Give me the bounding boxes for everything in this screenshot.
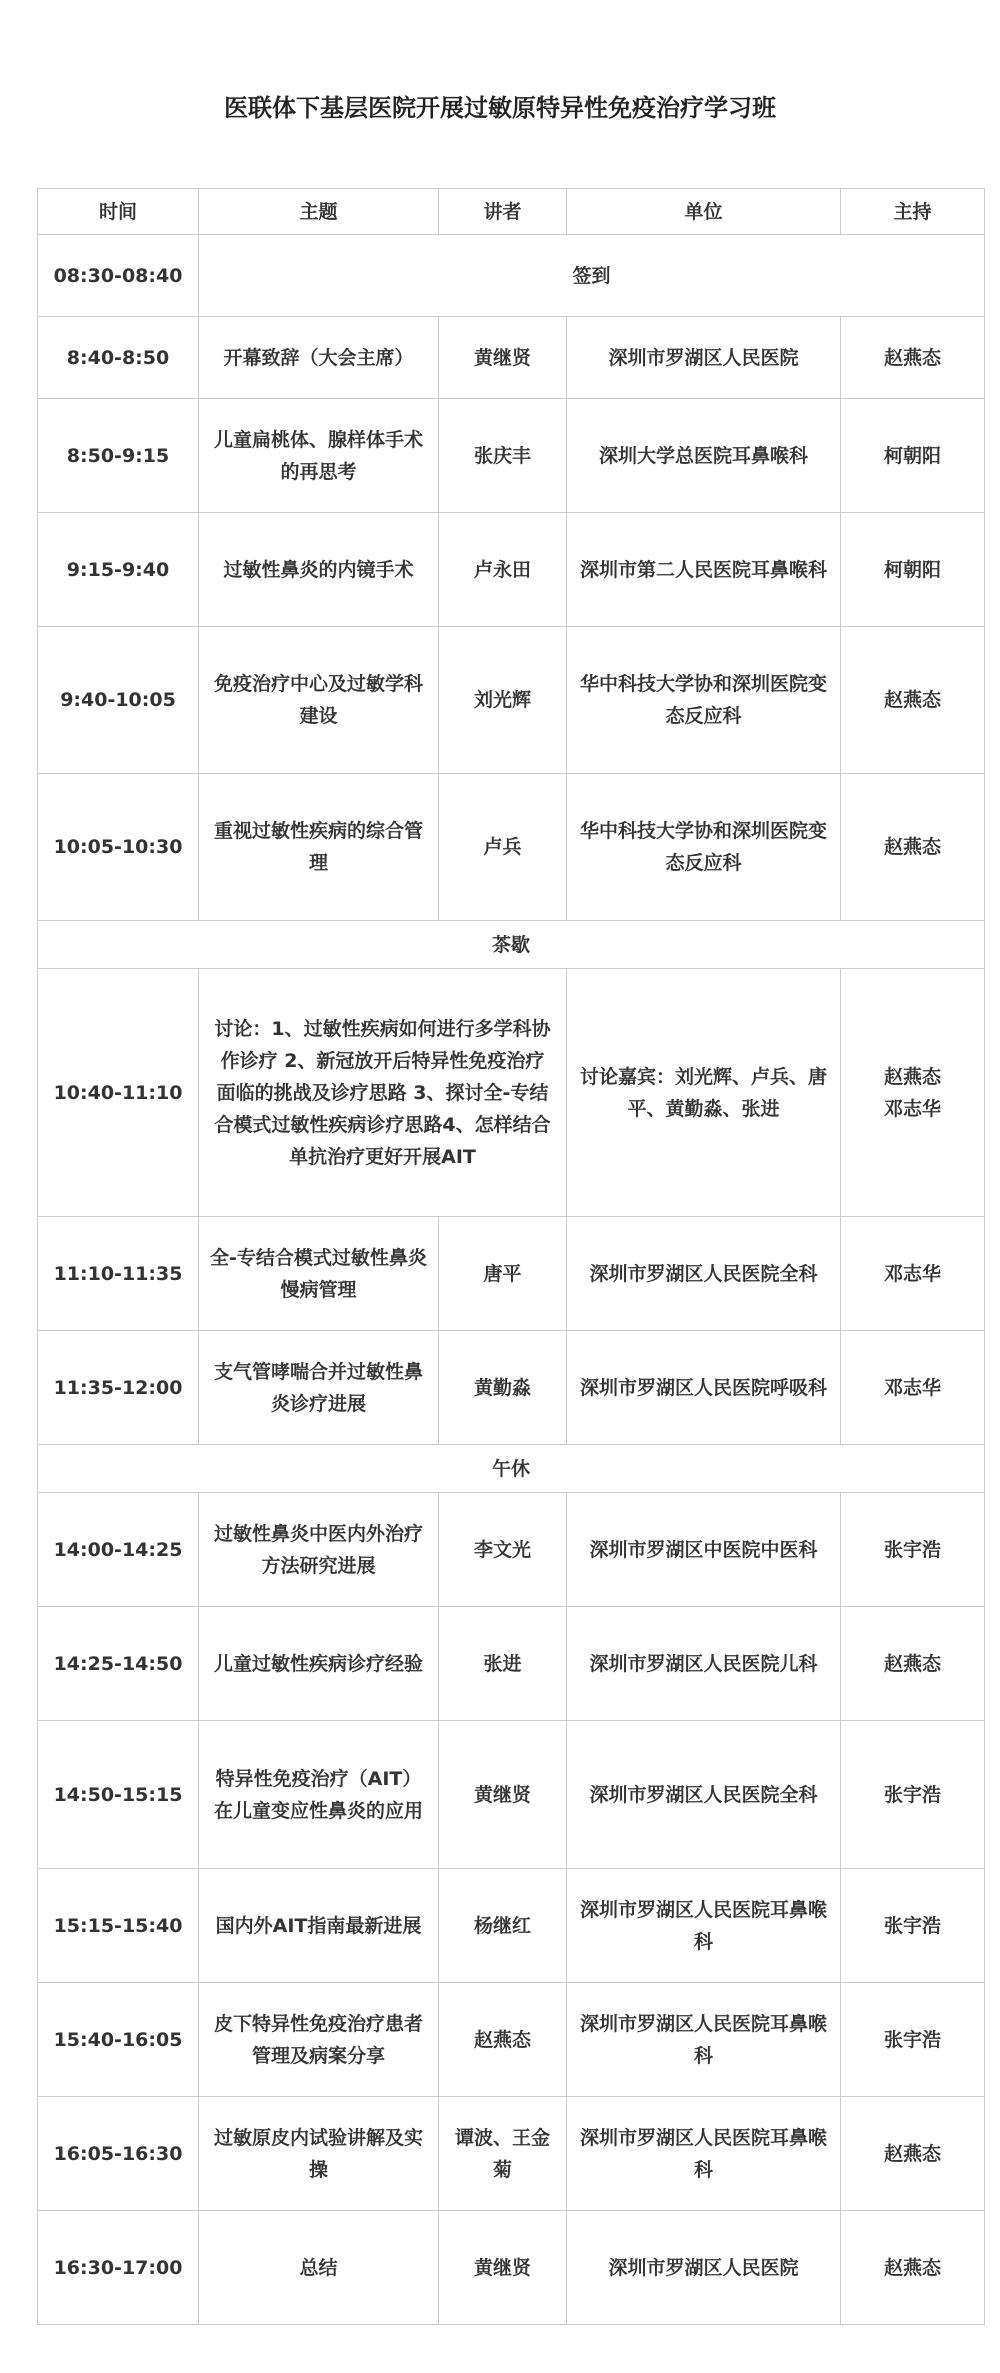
cell-time: 16:30-17:00 xyxy=(38,2211,199,2325)
cell-topic: 过敏性鼻炎的内镜手术 xyxy=(199,513,439,627)
table-row xyxy=(38,513,985,627)
cell-unit: 深圳大学总医院耳鼻喉科 xyxy=(567,399,841,513)
host-name: 邓志华 xyxy=(883,1097,941,1120)
cell-topic: 总结 xyxy=(199,2211,439,2325)
cell-host: 邓志华 xyxy=(841,1331,985,1445)
cell-merged: 签到 xyxy=(199,235,985,317)
cell-host: 赵燕态 xyxy=(841,1607,985,1721)
cell-topic: 开幕致辞（大会主席） xyxy=(199,317,439,399)
cell-unit: 深圳市罗湖区人民医院耳鼻喉科 xyxy=(567,2097,841,2211)
cell-break: 茶歇 xyxy=(38,921,985,969)
table-row xyxy=(38,627,985,774)
cell-time: 14:00-14:25 xyxy=(38,1493,199,1607)
cell-speaker: 刘光辉 xyxy=(439,627,567,774)
cell-time: 8:50-9:15 xyxy=(38,399,199,513)
header-time: 时间 xyxy=(38,189,199,235)
cell-speaker: 赵燕态 xyxy=(439,1983,567,2097)
cell-host: 赵燕态 xyxy=(841,627,985,774)
cell-time: 14:25-14:50 xyxy=(38,1607,199,1721)
cell-topic: 重视过敏性疾病的综合管理 xyxy=(199,774,439,921)
table-row xyxy=(38,1607,985,1721)
table-row xyxy=(38,1983,985,2097)
cell-unit: 深圳市罗湖区人民医院耳鼻喉科 xyxy=(567,1983,841,2097)
cell-time: 10:05-10:30 xyxy=(38,774,199,921)
cell-speaker: 黄继贤 xyxy=(439,317,567,399)
cell-unit: 华中科技大学协和深圳医院变态反应科 xyxy=(567,774,841,921)
cell-speaker: 卢兵 xyxy=(439,774,567,921)
table-row xyxy=(38,1331,985,1445)
cell-time: 9:40-10:05 xyxy=(38,627,199,774)
table-row-break xyxy=(38,921,985,969)
cell-unit: 深圳市罗湖区人民医院儿科 xyxy=(567,1607,841,1721)
cell-time: 11:35-12:00 xyxy=(38,1331,199,1445)
cell-topic: 全-专结合模式过敏性鼻炎慢病管理 xyxy=(199,1217,439,1331)
cell-topic: 免疫治疗中心及过敏学科建设 xyxy=(199,627,439,774)
table-row-break xyxy=(38,1445,985,1493)
header-speaker: 讲者 xyxy=(439,189,567,235)
cell-speaker: 谭波、王金菊 xyxy=(439,2097,567,2211)
table-header-row xyxy=(38,189,985,235)
cell-topic xyxy=(199,969,567,1217)
table-row xyxy=(38,2211,985,2325)
table-row xyxy=(38,235,985,317)
cell-host: 赵燕态 xyxy=(841,2211,985,2325)
cell-time: 16:05-16:30 xyxy=(38,2097,199,2211)
cell-time: 9:15-9:40 xyxy=(38,513,199,627)
cell-time: 08:30-08:40 xyxy=(38,235,199,317)
table-row xyxy=(38,1721,985,1869)
cell-time: 14:50-15:15 xyxy=(38,1721,199,1869)
cell-speaker: 卢永田 xyxy=(439,513,567,627)
cell-speaker: 黄继贤 xyxy=(439,1721,567,1869)
cell-unit: 深圳市第二人民医院耳鼻喉科 xyxy=(567,513,841,627)
cell-unit: 深圳市罗湖区人民医院耳鼻喉科 xyxy=(567,1869,841,1983)
cell-time: 10:40-11:10 xyxy=(38,969,199,1217)
cell-unit: 深圳市罗湖区人民医院 xyxy=(567,317,841,399)
table-row xyxy=(38,1217,985,1331)
cell-host: 张宇浩 xyxy=(841,1493,985,1607)
cell-speaker: 黄继贤 xyxy=(439,2211,567,2325)
cell-speaker: 黄勤淼 xyxy=(439,1331,567,1445)
discussion-topic-text: 讨论：1、过敏性疾病如何进行多学科协作诊疗 2、新冠放开后特异性免疫治疗面临的挑战及诊疗思路 3、探讨全-专结合模式过敏性疾病诊疗思路4、怎样结合单抗治疗更好开展AIT xyxy=(214,1017,551,1168)
cell-topic: 国内外AIT指南最新进展 xyxy=(199,1869,439,1983)
cell-host xyxy=(841,969,985,1217)
cell-topic: 支气管哮喘合并过敏性鼻炎诊疗进展 xyxy=(199,1331,439,1445)
cell-unit: 深圳市罗湖区中医院中医科 xyxy=(567,1493,841,1607)
cell-topic: 过敏性鼻炎中医内外治疗方法研究进展 xyxy=(199,1493,439,1607)
cell-speaker: 唐平 xyxy=(439,1217,567,1331)
table-row xyxy=(38,1493,985,1607)
cell-unit: 讨论嘉宾：刘光辉、卢兵、唐平、黄勤淼、张进 xyxy=(567,969,841,1217)
cell-speaker: 张进 xyxy=(439,1607,567,1721)
schedule-table xyxy=(37,188,985,2325)
cell-host: 张宇浩 xyxy=(841,1721,985,1869)
cell-speaker: 张庆丰 xyxy=(439,399,567,513)
cell-time: 11:10-11:35 xyxy=(38,1217,199,1331)
cell-host: 张宇浩 xyxy=(841,1983,985,2097)
cell-topic: 特异性免疫治疗（AIT）在儿童变应性鼻炎的应用 xyxy=(199,1721,439,1869)
page-title: 医联体下基层医院开展过敏原特异性免疫治疗学习班 xyxy=(224,94,776,122)
cell-topic: 儿童扁桃体、腺样体手术的再思考 xyxy=(199,399,439,513)
cell-unit: 深圳市罗湖区人民医院全科 xyxy=(567,1217,841,1331)
cell-unit: 深圳市罗湖区人民医院 xyxy=(567,2211,841,2325)
cell-time: 15:15-15:40 xyxy=(38,1869,199,1983)
table-row xyxy=(38,774,985,921)
cell-unit: 深圳市罗湖区人民医院呼吸科 xyxy=(567,1331,841,1445)
header-host: 主持 xyxy=(841,189,985,235)
table-row xyxy=(38,2097,985,2211)
cell-topic: 儿童过敏性疾病诊疗经验 xyxy=(199,1607,439,1721)
header-topic: 主题 xyxy=(199,189,439,235)
header-unit: 单位 xyxy=(567,189,841,235)
cell-unit: 深圳市罗湖区人民医院全科 xyxy=(567,1721,841,1869)
cell-break: 午休 xyxy=(38,1445,985,1493)
cell-time: 15:40-16:05 xyxy=(38,1983,199,2097)
cell-time: 8:40-8:50 xyxy=(38,317,199,399)
cell-host: 赵燕态 xyxy=(841,317,985,399)
table-row xyxy=(38,1869,985,1983)
cell-topic: 过敏原皮内试验讲解及实操 xyxy=(199,2097,439,2211)
cell-topic: 皮下特异性免疫治疗患者管理及病案分享 xyxy=(199,1983,439,2097)
cell-host: 柯朝阳 xyxy=(841,513,985,627)
host-name: 赵燕态 xyxy=(883,1065,941,1088)
table-row xyxy=(38,399,985,513)
cell-host: 张宇浩 xyxy=(841,1869,985,1983)
cell-speaker: 李文光 xyxy=(439,1493,567,1607)
cell-host: 邓志华 xyxy=(841,1217,985,1331)
table-row xyxy=(38,969,985,1217)
table-row xyxy=(38,317,985,399)
cell-host: 柯朝阳 xyxy=(841,399,985,513)
cell-unit: 华中科技大学协和深圳医院变态反应科 xyxy=(567,627,841,774)
cell-speaker: 杨继红 xyxy=(439,1869,567,1983)
cell-host: 赵燕态 xyxy=(841,2097,985,2211)
cell-host: 赵燕态 xyxy=(841,774,985,921)
